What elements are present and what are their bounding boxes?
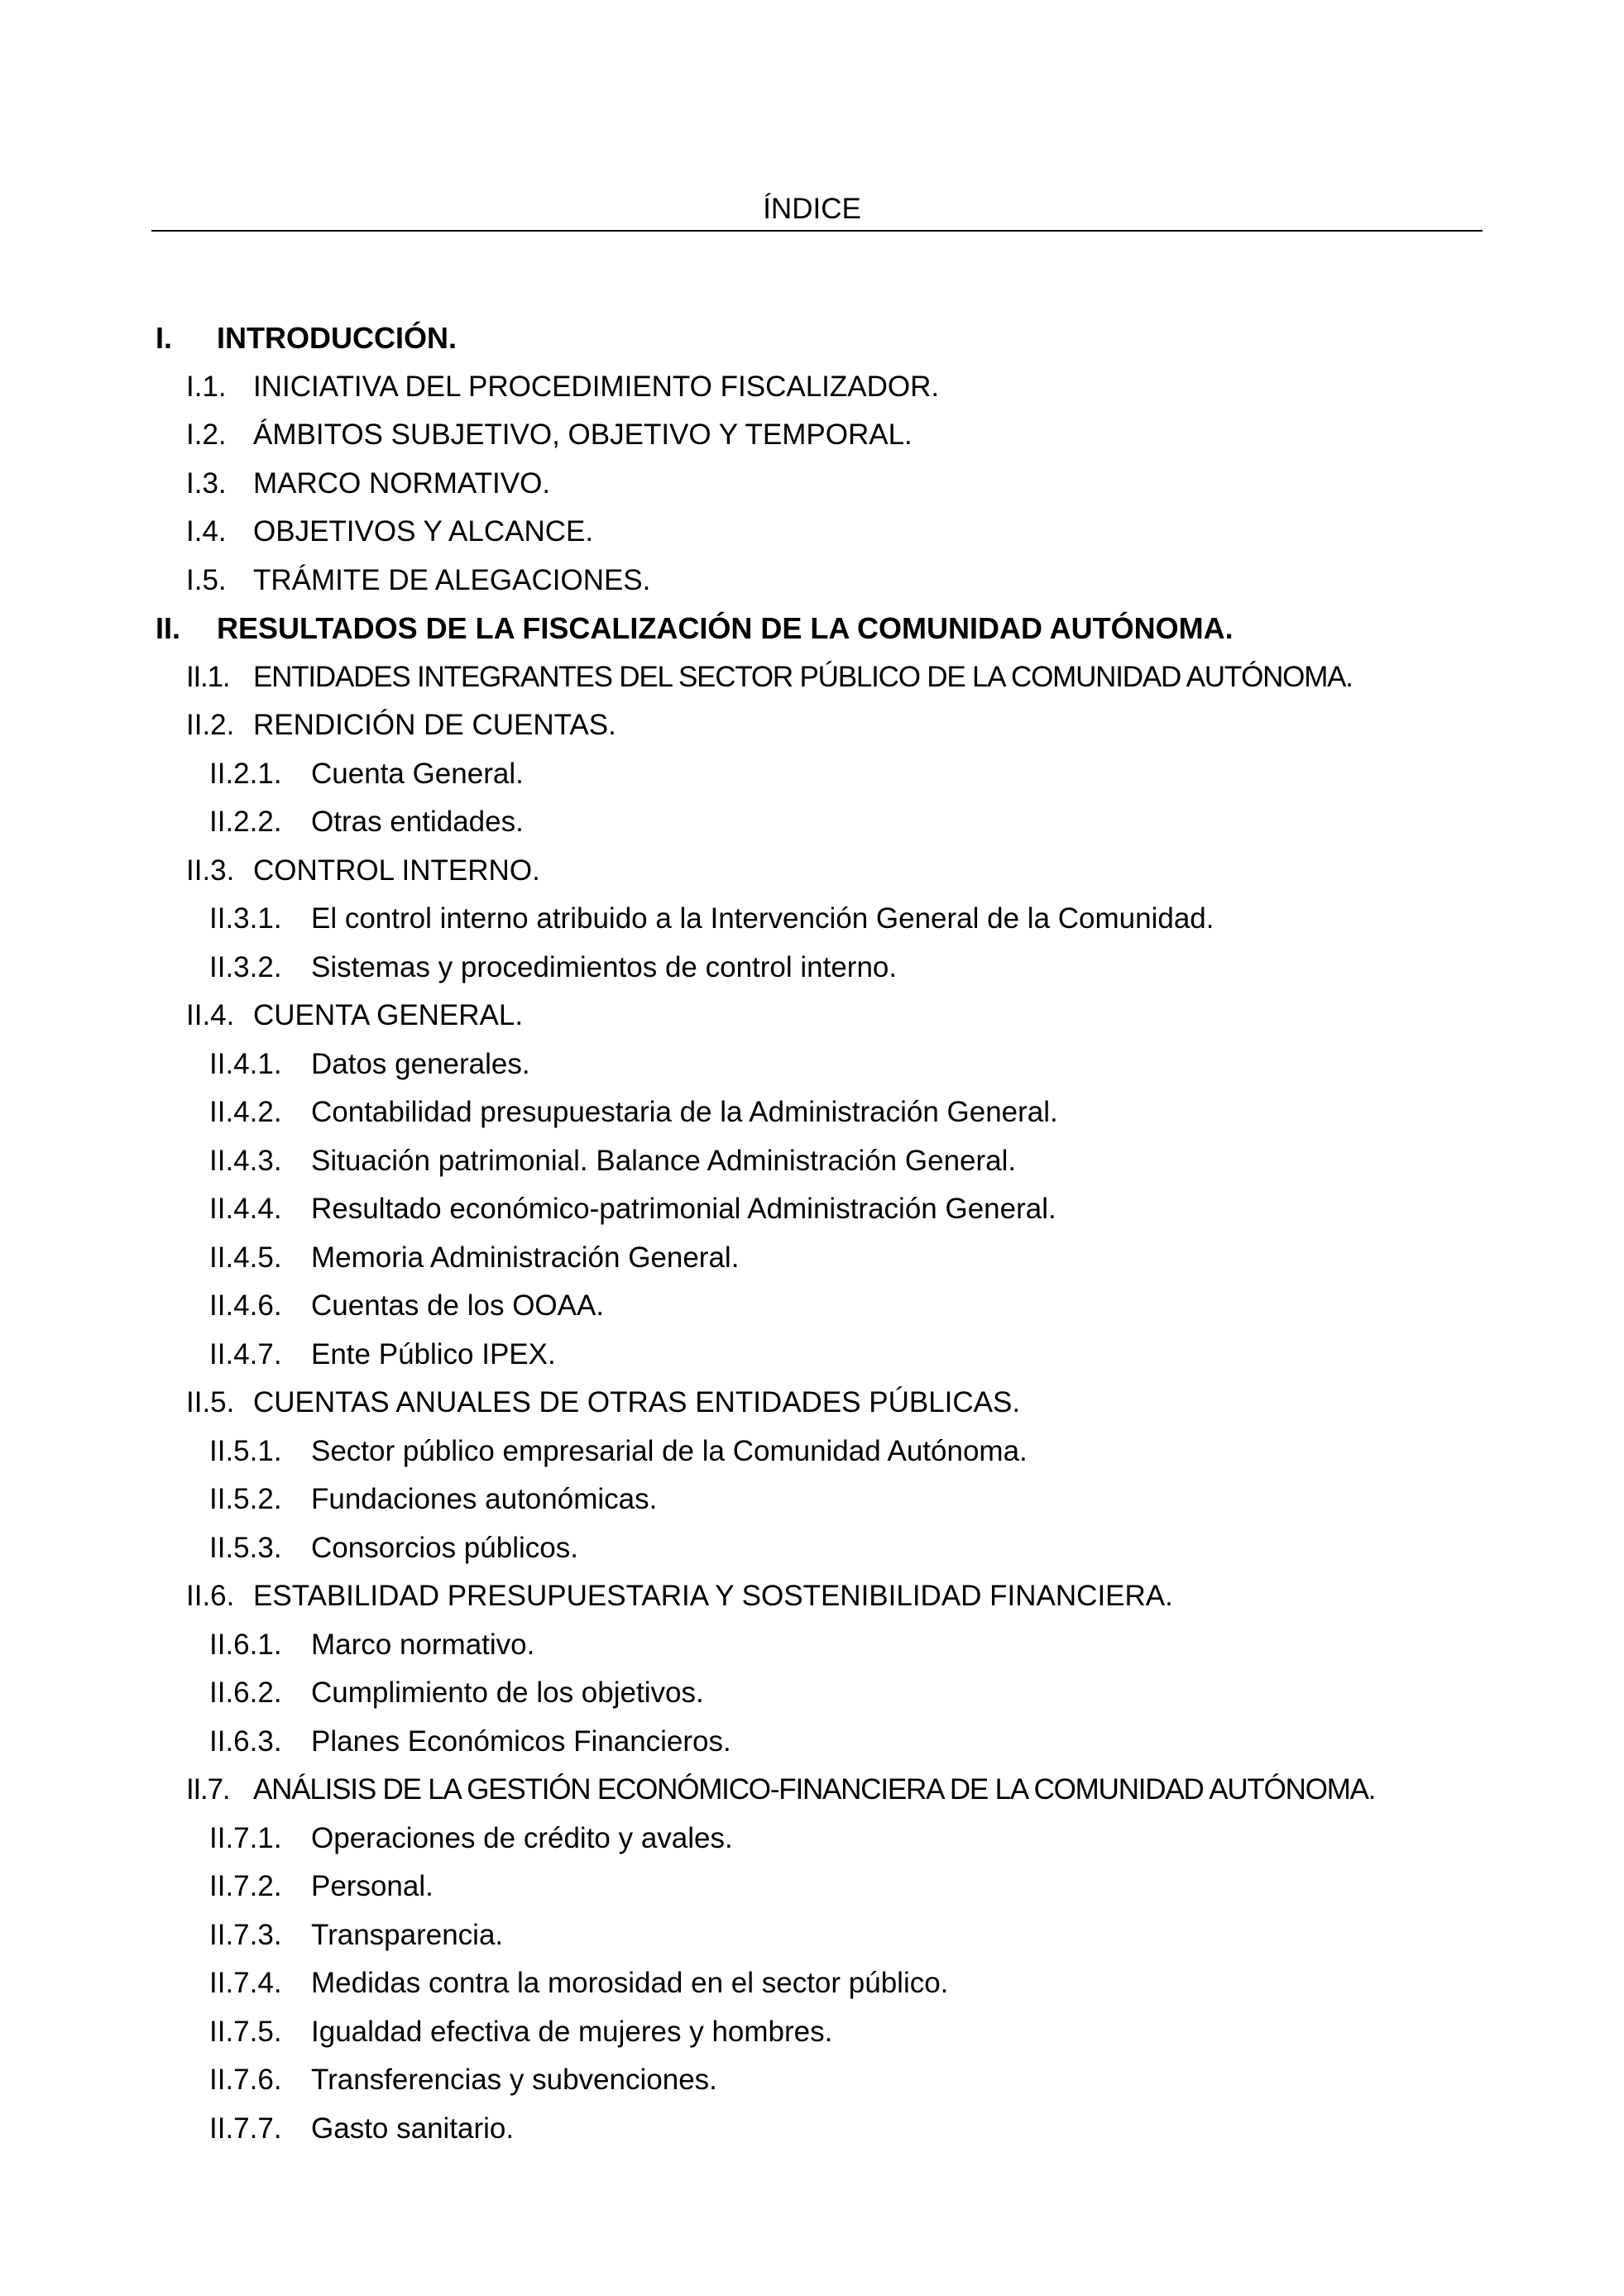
toc-entry-label: Personal. — [311, 1870, 434, 1902]
toc-entry-label: RENDICIÓN DE CUENTAS. — [253, 709, 616, 741]
toc-entry-label: ENTIDADES INTEGRANTES DEL SECTOR PÚBLICO DE LA COMUNIDAD AUTÓNOMA. — [253, 660, 1353, 693]
toc-entry-label: Situación patrimonial. Balance Administración General. — [311, 1144, 1017, 1177]
toc-entry-number: II.7. — [186, 1773, 230, 1806]
toc-entry-number: II.7.3. — [209, 1918, 282, 1951]
toc-entry-number: II.7.7. — [209, 2112, 282, 2145]
toc-entry-subsubsection[interactable] — [0, 1234, 1624, 1283]
toc-entry-number: II.6.2. — [209, 1677, 282, 1709]
toc-entry-subsubsection[interactable] — [0, 750, 1624, 799]
toc-entry-number: II.5.3. — [209, 1531, 282, 1564]
toc-entry-number: II.2.1. — [209, 757, 282, 790]
toc-entry-subsubsection[interactable] — [0, 1911, 1624, 1960]
toc-entry-subsection[interactable] — [0, 1572, 1624, 1621]
toc-entry-section[interactable] — [0, 605, 1624, 653]
toc-entry-label: Consorcios públicos. — [311, 1531, 578, 1564]
toc-entry-label: Medidas contra la morosidad en el sector público. — [311, 1967, 949, 1999]
toc-entry-number: II.4.2. — [209, 1096, 282, 1128]
toc-entry-subsubsection[interactable] — [0, 2105, 1624, 2154]
toc-entry-label: Memoria Administración General. — [311, 1241, 740, 1274]
toc-entry-subsubsection[interactable] — [0, 1476, 1624, 1524]
toc-entry-label: CUENTA GENERAL. — [253, 999, 524, 1031]
toc-entry-number: II.1. — [186, 660, 230, 693]
toc-entry-number: II.6.3. — [209, 1724, 282, 1758]
toc-entry-label: CUENTAS ANUALES DE OTRAS ENTIDADES PÚBLICAS. — [253, 1386, 1021, 1418]
toc-entry-number: II.6.1. — [209, 1628, 282, 1661]
toc-entry-number: I.5. — [186, 563, 227, 596]
toc-entry-subsubsection[interactable] — [0, 895, 1624, 944]
toc-entry-label: OBJETIVOS Y ALCANCE. — [253, 515, 594, 548]
toc-entry-label: Datos generales. — [311, 1047, 530, 1080]
toc-entry-label: Ente Público IPEX. — [311, 1337, 556, 1370]
toc-entry-number: II.3. — [186, 854, 235, 887]
toc-entry-subsubsection[interactable] — [0, 1669, 1624, 1718]
toc-entry-label: Marco normativo. — [311, 1628, 535, 1661]
toc-entry-subsubsection[interactable] — [0, 1282, 1624, 1331]
toc-entry-label: MARCO NORMATIVO. — [253, 466, 551, 500]
toc-entry-number: II.4.4. — [209, 1193, 282, 1225]
toc-entry-subsubsection[interactable] — [0, 1088, 1624, 1137]
toc-entry-label: RESULTADOS DE LA FISCALIZACIÓN DE LA COMUNIDAD AUTÓNOMA. — [217, 611, 1234, 645]
toc-entry-label: CONTROL INTERNO. — [253, 854, 540, 887]
toc-entry-subsubsection[interactable] — [0, 1863, 1624, 1911]
toc-entry-label: ESTABILIDAD PRESUPUESTARIA Y SOSTENIBILIDAD FINANCIERA. — [253, 1580, 1173, 1612]
toc-entry-number: II.5. — [186, 1386, 235, 1418]
toc-entry-number: II.3.1. — [209, 902, 282, 935]
toc-entry-number: II.5.2. — [209, 1483, 282, 1515]
toc-entry-subsubsection[interactable] — [0, 944, 1624, 993]
toc-entry-label: Operaciones de crédito y avales. — [311, 1821, 733, 1854]
toc-entry-label: Otras entidades. — [311, 806, 524, 838]
toc-entry-label: Transferencias y subvenciones. — [311, 2064, 717, 2096]
toc-entry-label: Contabilidad presupuestaria de la Administración General. — [311, 1096, 1058, 1128]
toc-entry-subsubsection[interactable] — [0, 1621, 1624, 1670]
toc-entry-subsection[interactable] — [0, 701, 1624, 750]
toc-entry-subsection[interactable] — [0, 1379, 1624, 1428]
toc-entry-number: II.4.7. — [209, 1337, 282, 1370]
toc-entry-subsubsection[interactable] — [0, 798, 1624, 847]
toc-entry-subsubsection[interactable] — [0, 1137, 1624, 1186]
toc-entry-subsubsection[interactable] — [0, 2056, 1624, 2105]
toc-entry-subsection[interactable] — [0, 411, 1624, 460]
toc-entry-subsubsection[interactable] — [0, 1428, 1624, 1476]
toc-entry-number: II.2.2. — [209, 806, 282, 838]
toc-entry-subsection[interactable] — [0, 460, 1624, 509]
toc-entry-label: El control interno atribuido a la Intervención General de la Comunidad. — [311, 902, 1214, 935]
toc-entry-label: INTRODUCCIÓN. — [217, 321, 457, 355]
page-title: ÍNDICE — [763, 193, 861, 225]
toc-entry-number: II.4. — [186, 999, 235, 1031]
toc-entry-subsection[interactable] — [0, 1766, 1624, 1815]
toc-entry-subsection[interactable] — [0, 992, 1624, 1040]
toc-entry-label: Planes Económicos Financieros. — [311, 1724, 731, 1758]
toc-entry-label: Igualdad efectiva de mujeres y hombres. — [311, 2015, 833, 2048]
toc-entry-subsection[interactable] — [0, 557, 1624, 605]
toc-entry-subsubsection[interactable] — [0, 2008, 1624, 2057]
toc-entry-number: I.1. — [186, 370, 227, 403]
toc-entry-subsubsection[interactable] — [0, 1185, 1624, 1234]
toc-entry-label: INICIATIVA DEL PROCEDIMIENTO FISCALIZADOR. — [253, 370, 940, 403]
toc-entry-label: Fundaciones autonómicas. — [311, 1483, 658, 1515]
toc-entry-section[interactable] — [0, 314, 1624, 363]
toc-entry-number: II.4.1. — [209, 1047, 282, 1080]
toc-entry-subsection[interactable] — [0, 653, 1624, 702]
toc-entry-label: ANÁLISIS DE LA GESTIÓN ECONÓMICO-FINANCIERA DE LA COMUNIDAD AUTÓNOMA. — [253, 1773, 1376, 1806]
toc-entry-number: II. — [156, 611, 181, 645]
toc-entry-number: II.5.1. — [209, 1434, 282, 1467]
toc-entry-label: Resultado económico-patrimonial Administración General. — [311, 1193, 1056, 1225]
toc-entry-subsection[interactable] — [0, 847, 1624, 896]
toc-entry-label: Sector público empresarial de la Comunidad Autónoma. — [311, 1434, 1028, 1467]
toc-entry-number: II.7.5. — [209, 2015, 282, 2048]
toc-entry-label: Cuenta General. — [311, 757, 524, 790]
toc-entry-number: I. — [156, 321, 173, 355]
toc-entry-subsubsection[interactable] — [0, 1040, 1624, 1089]
toc-entry-subsection[interactable] — [0, 363, 1624, 412]
toc-entry-label: Cumplimiento de los objetivos. — [311, 1677, 704, 1709]
toc-entry-number: II.7.1. — [209, 1821, 282, 1854]
toc-entry-number: I.3. — [186, 466, 227, 500]
toc-entry-label: Transparencia. — [311, 1918, 504, 1951]
table-of-contents — [0, 314, 1624, 2153]
toc-entry-subsubsection[interactable] — [0, 1524, 1624, 1573]
title-underline — [151, 230, 1483, 232]
toc-entry-number: II.6. — [186, 1580, 235, 1612]
toc-entry-subsubsection[interactable] — [0, 1959, 1624, 2008]
toc-entry-label: TRÁMITE DE ALEGACIONES. — [253, 563, 651, 596]
toc-entry-subsubsection[interactable] — [0, 1718, 1624, 1767]
toc-entry-number: II.4.6. — [209, 1289, 282, 1322]
toc-entry-number: I.2. — [186, 419, 227, 451]
toc-entry-number: II.7.4. — [209, 1967, 282, 1999]
toc-entry-number: II.3.2. — [209, 950, 282, 983]
toc-entry-number: I.4. — [186, 515, 227, 548]
toc-entry-number: II.4.5. — [209, 1241, 282, 1274]
toc-entry-number: II.2. — [186, 709, 235, 741]
toc-entry-subsubsection[interactable] — [0, 1815, 1624, 1863]
toc-entry-label: Gasto sanitario. — [311, 2112, 515, 2145]
toc-entry-subsubsection[interactable] — [0, 1331, 1624, 1380]
toc-entry-subsection[interactable] — [0, 508, 1624, 557]
toc-entry-number: II.7.2. — [209, 1870, 282, 1902]
toc-entry-label: Sistemas y procedimientos de control interno. — [311, 950, 898, 983]
toc-entry-number: II.7.6. — [209, 2064, 282, 2096]
toc-entry-label: ÁMBITOS SUBJETIVO, OBJETIVO Y TEMPORAL. — [253, 419, 913, 451]
toc-entry-number: II.4.3. — [209, 1144, 282, 1177]
toc-entry-label: Cuentas de los OOAA. — [311, 1289, 605, 1322]
